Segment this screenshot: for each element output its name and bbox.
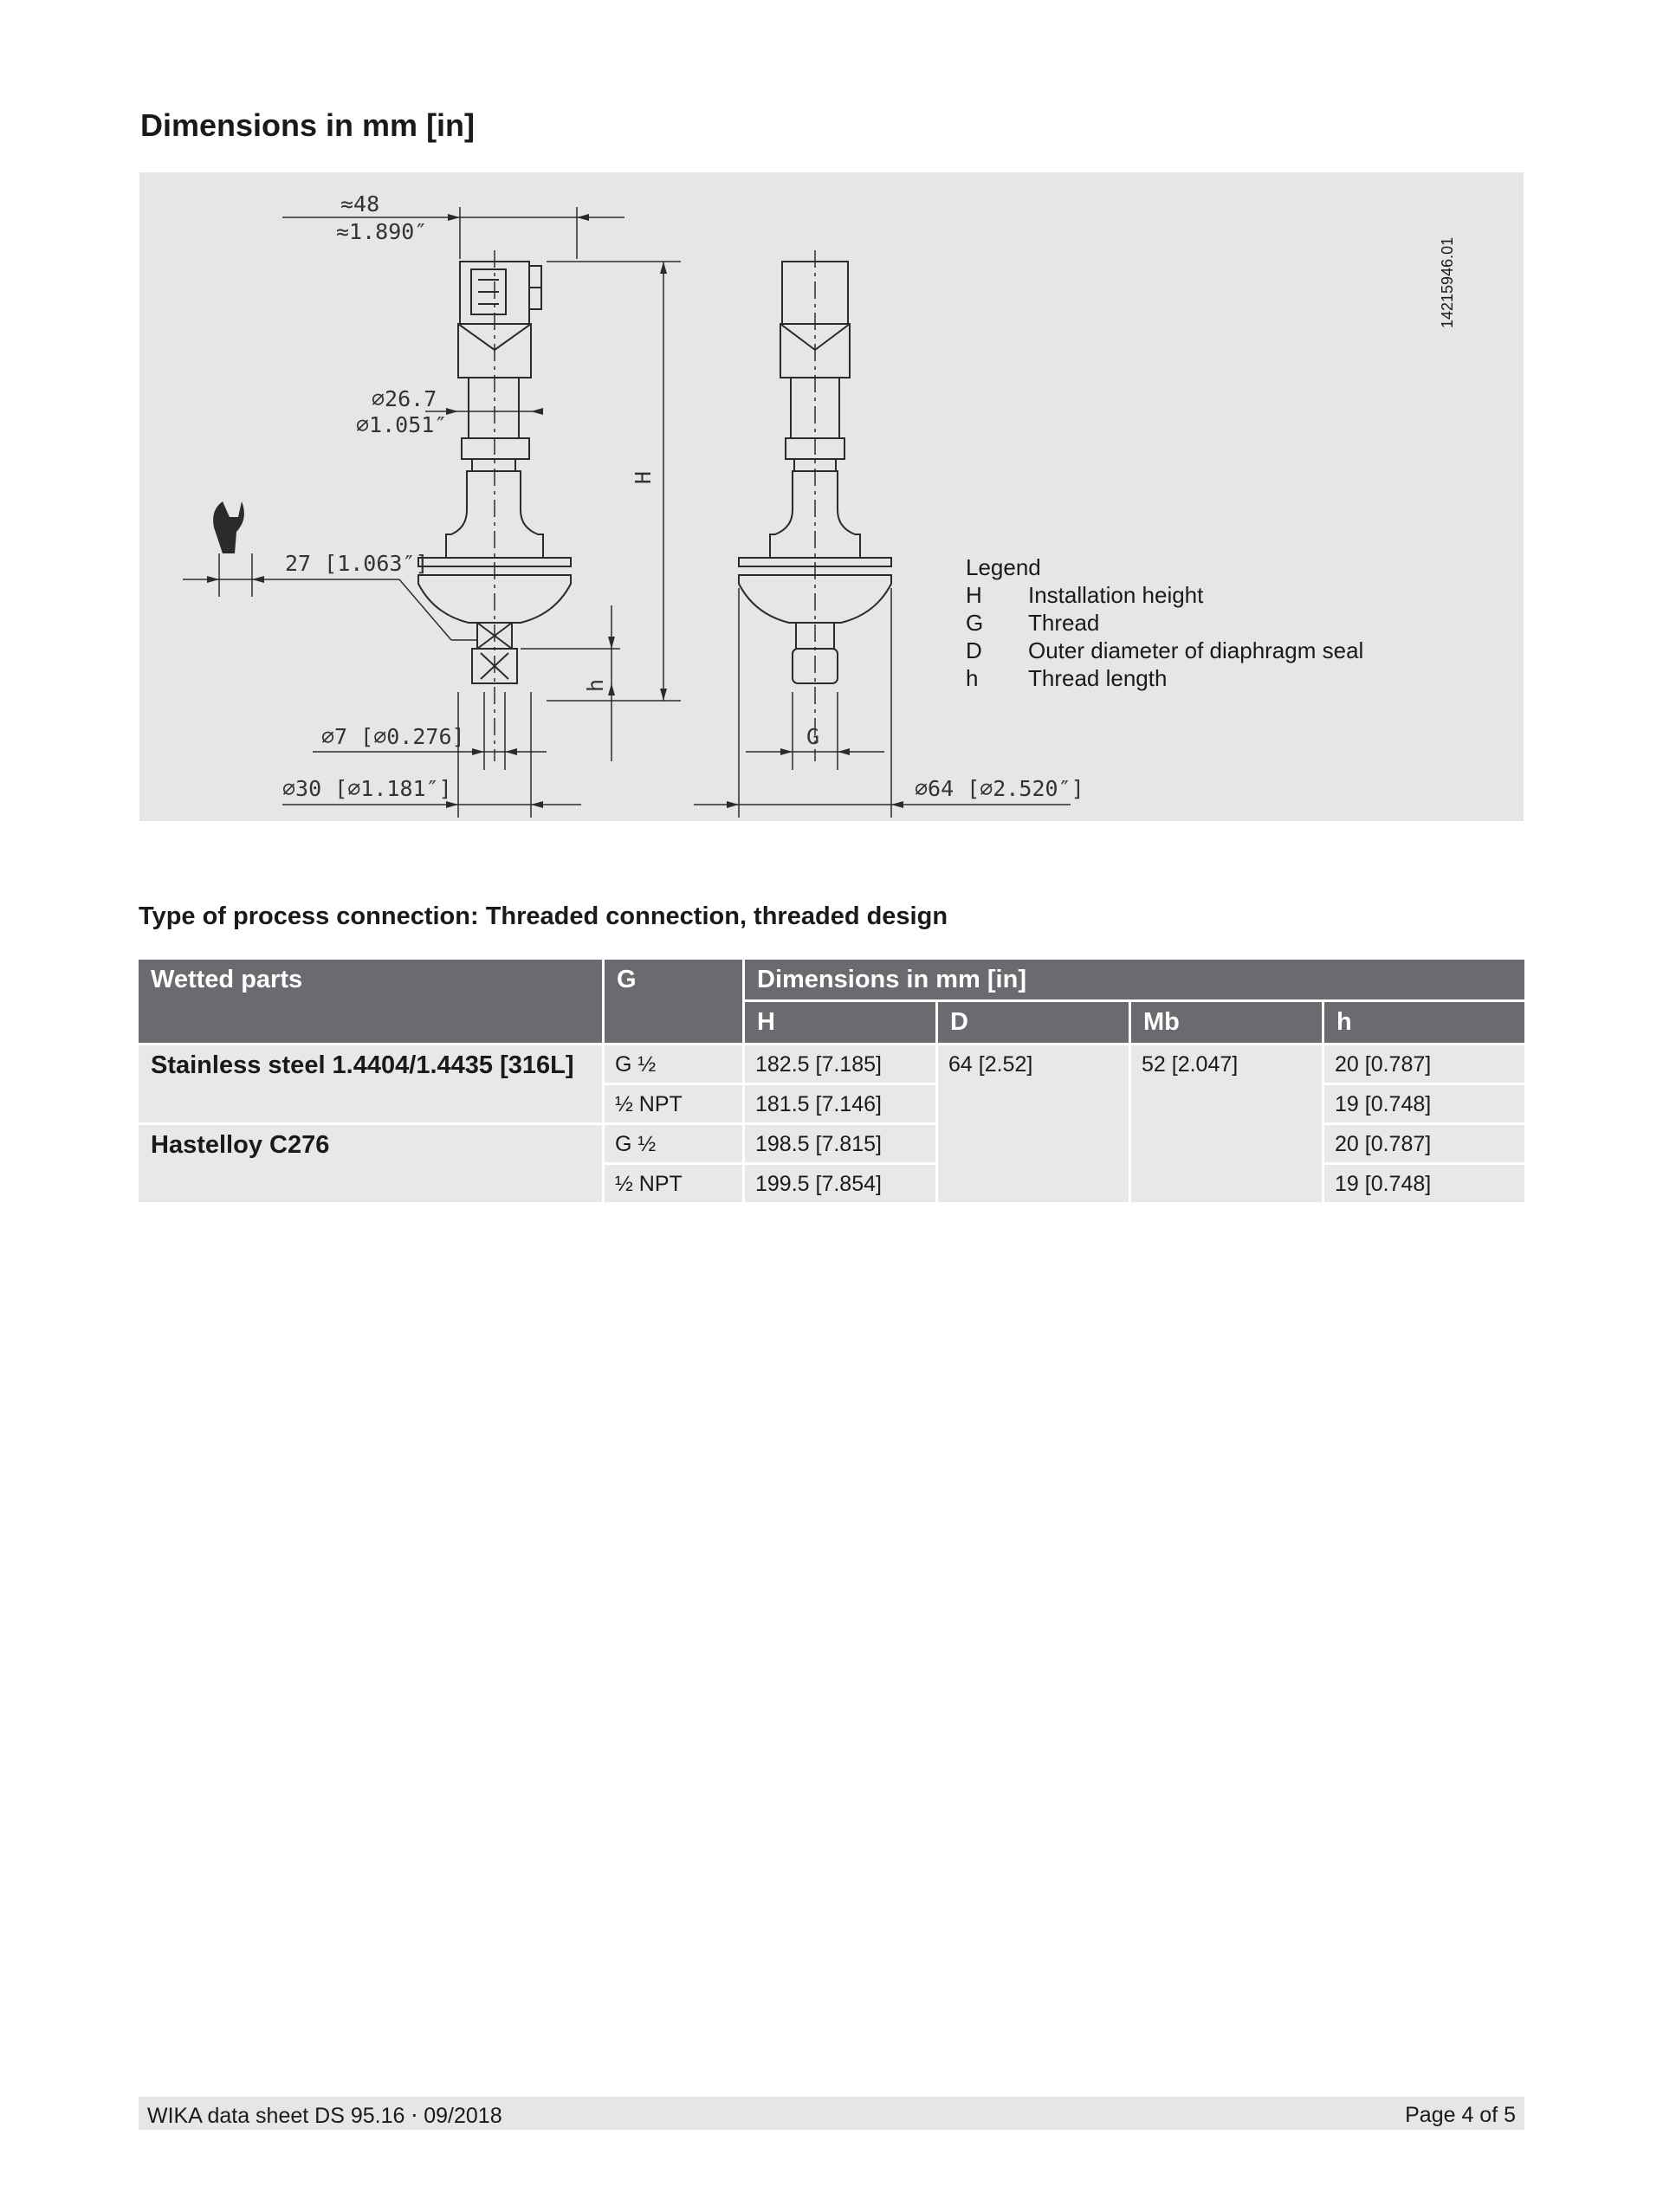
cell-h: 19 [0.748]	[1324, 1165, 1524, 1202]
cell-H: 182.5 [7.185]	[745, 1045, 935, 1083]
svg-text:H: H	[631, 470, 656, 484]
legend-text: Installation height	[1028, 582, 1204, 608]
svg-text:27 [1.063″]: 27 [1.063″]	[285, 551, 429, 576]
svg-text:≈1.890″: ≈1.890″	[336, 219, 428, 244]
cell-H: 199.5 [7.854]	[745, 1165, 935, 1202]
legend-item	[966, 609, 1363, 637]
header-H: H	[745, 1002, 935, 1043]
header-wetted-parts: Wetted parts	[139, 960, 602, 1043]
cell-g: G ½	[605, 1045, 742, 1083]
legend-text: Thread length	[1028, 665, 1168, 691]
legend-text: Thread	[1028, 610, 1100, 636]
legend-item	[966, 637, 1363, 664]
material-hastelloy: Hastelloy C276	[139, 1125, 602, 1202]
legend-item	[966, 664, 1363, 692]
legend-item	[966, 581, 1363, 609]
footer-page-number: Page 4 of 5	[1405, 2103, 1516, 2127]
legend-title: Legend	[966, 554, 1041, 580]
legend-symbol: H	[966, 582, 982, 608]
cell-D: 64 [2.52]	[938, 1045, 1129, 1202]
svg-text:⌀26.7: ⌀26.7	[372, 386, 437, 411]
section-title: Type of process connection: Threaded connection, threaded design	[139, 902, 948, 930]
cell-H: 181.5 [7.146]	[745, 1085, 935, 1122]
material-stainless: Stainless steel 1.4404/1.4435 [316L]	[139, 1045, 602, 1122]
cell-h: 20 [0.787]	[1324, 1125, 1524, 1162]
footer	[139, 2097, 1524, 2130]
technical-drawing	[139, 172, 1524, 821]
svg-text:≈48: ≈48	[340, 191, 380, 217]
drawing-number: 14215946.01	[1439, 236, 1456, 328]
legend-symbol: h	[966, 665, 979, 691]
svg-text:h: h	[583, 678, 608, 692]
cell-g: ½ NPT	[605, 1085, 742, 1122]
case-lower	[469, 378, 519, 438]
cell-g: ½ NPT	[605, 1165, 742, 1202]
cell-h: 20 [0.787]	[1324, 1045, 1524, 1083]
hex-nut	[462, 438, 529, 459]
footer-doc-info: WIKA data sheet DS 95.16 ⋅ 09/2018	[147, 2104, 502, 2128]
header-dimensions: Dimensions in mm [in]	[745, 960, 1524, 999]
legend-symbol: D	[966, 637, 982, 663]
svg-text:⌀7 [⌀0.276]: ⌀7 [⌀0.276]	[321, 724, 465, 749]
legend-text: Outer diameter of diaphragm seal	[1028, 637, 1364, 663]
header-Mb: Mb	[1131, 1002, 1322, 1043]
svg-text:⌀64 [⌀2.520″]: ⌀64 [⌀2.520″]	[915, 776, 1084, 801]
header-g: G	[605, 960, 742, 1043]
legend-symbol: G	[966, 610, 984, 636]
wrench-icon	[213, 501, 244, 553]
svg-text:⌀1.051″: ⌀1.051″	[356, 412, 448, 437]
cell-h: 19 [0.748]	[1324, 1085, 1524, 1122]
svg-text:G: G	[806, 724, 820, 749]
cell-Mb: 52 [2.047]	[1131, 1045, 1322, 1202]
dimension-drawing	[139, 172, 1524, 821]
legend	[966, 553, 1363, 692]
page-title: Dimensions in mm [in]	[140, 107, 476, 143]
cell-g: G ½	[605, 1125, 742, 1162]
cell-H: 198.5 [7.815]	[745, 1125, 935, 1162]
header-h: h	[1324, 1002, 1524, 1043]
header-D: D	[938, 1002, 1129, 1043]
svg-text:⌀30 [⌀1.181″]: ⌀30 [⌀1.181″]	[282, 776, 452, 801]
